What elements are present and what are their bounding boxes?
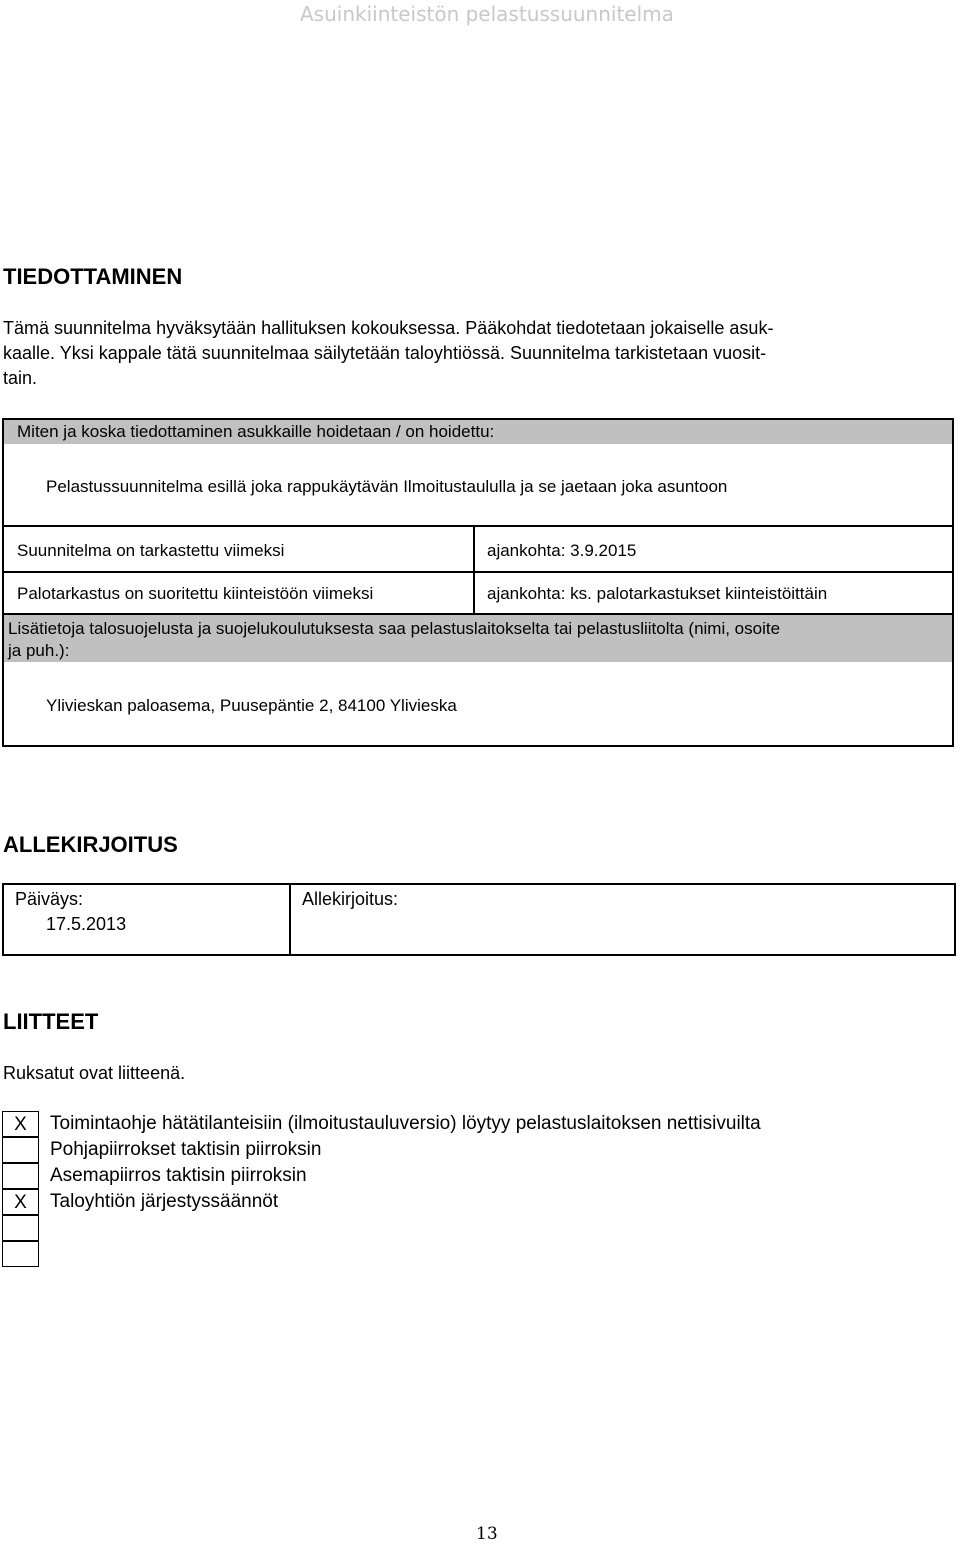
attachment-label: Taloyhtiön järjestyssäännöt [50,1191,279,1212]
row-divider [4,525,952,527]
signature-label: Allekirjoitus: [302,889,399,909]
more-info-label [8,618,780,662]
date-value: 17.5.2013 [46,914,127,934]
attachment-checkbox[interactable] [2,1137,39,1163]
how-label-row [4,420,952,444]
attachment-label: Pohjapiirrokset taktisin piirroksin [50,1139,322,1160]
attachment-item [2,1111,922,1137]
communication-info-table [2,418,954,747]
attachment-checkbox[interactable]: X [2,1111,39,1137]
tiedottaminen-paragraph [3,316,773,391]
attachment-item [2,1215,922,1241]
paragraph-line: tain. [3,368,38,388]
attachment-item [2,1189,922,1215]
page-number: 13 [476,1524,498,1544]
attachment-label: Toimintaohje hätätilanteisiin (ilmoitustauluversio) löytyy pelastuslaitoksen nettisivuilta [50,1113,761,1134]
more-info-value: Ylivieskan paloasema, Puusepäntie 2, 84100 Ylivieska [46,696,457,715]
attachment-checkbox[interactable] [2,1241,39,1267]
signature-table [2,883,956,956]
document-header-title: Asuinkiinteistön pelastussuunnitelma [300,2,674,26]
more-info-label-line: ja puh.): [8,641,70,660]
attachment-label: Asemapiirros taktisin piirroksin [50,1165,307,1186]
attachments-intro: Ruksatut ovat liitteenä. [3,1063,186,1083]
section-heading-allekirjoitus: ALLEKIRJOITUS [3,832,178,857]
attachment-item [2,1241,922,1267]
column-divider [473,525,475,613]
attachment-item [2,1163,922,1189]
paragraph-line: Tämä suunnitelma hyväksytään hallituksen kokouksessa. Pääkohdat tiedotetaan jokaiselle asuk- [3,318,774,338]
how-value: Pelastussuunnitelma esillä joka rappukäytävän Ilmoitustaululla ja se jaetaan joka asuntoon [46,477,728,496]
more-info-label-row [4,615,952,662]
more-info-label-line: Lisätietoja talosuojelusta ja suojelukoulutuksesta saa pelastuslaitokselta tai pelastusliitolta (nimi, osoite [8,619,781,638]
checked-value: ajankohta: 3.9.2015 [487,541,637,560]
attachment-checkbox[interactable] [2,1215,39,1241]
attachment-item [2,1137,922,1163]
row-divider [4,571,952,573]
paragraph-line: kaalle. Yksi kappale tätä suunnitelmaa säilytetään taloyhtiössä. Suunnitelma tarkistetaan vuosit- [3,343,767,363]
section-heading-tiedottaminen: TIEDOTTAMINEN [3,264,183,289]
section-heading-liitteet: LIITTEET [3,1009,99,1034]
attachment-checkbox[interactable] [2,1163,39,1189]
fire-inspection-label: Palotarkastus on suoritettu kiinteistöön viimeksi [17,584,374,603]
column-divider [289,885,291,954]
how-label: Miten ja koska tiedottaminen asukkaille hoidetaan / on hoidettu: [17,422,495,441]
date-label: Päiväys: [15,889,84,909]
checked-label: Suunnitelma on tarkastettu viimeksi [17,541,285,560]
attachment-checkbox[interactable]: X [2,1189,39,1215]
fire-inspection-value: ajankohta: ks. palotarkastukset kiinteistöittäin [487,584,828,603]
